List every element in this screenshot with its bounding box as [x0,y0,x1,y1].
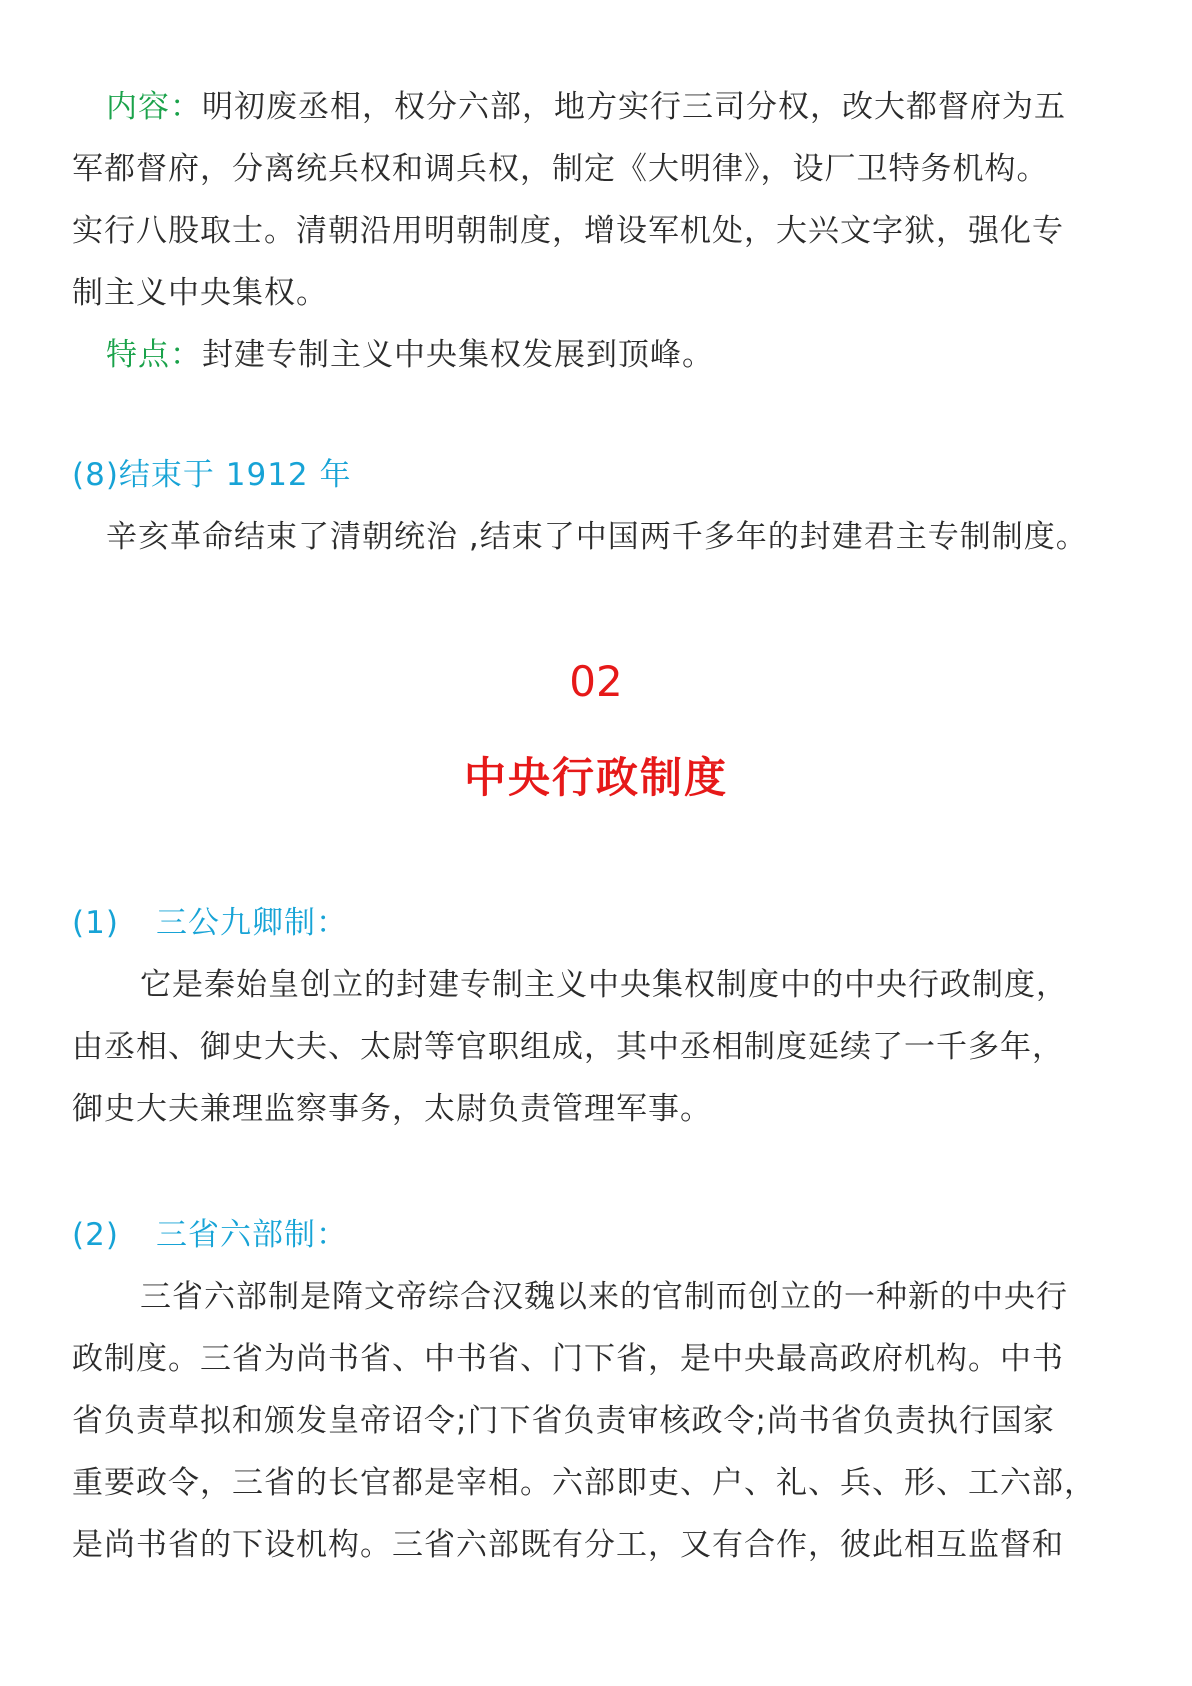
content-paragraph-line-1: 内容：明初废丞相，权分六部，地方实行三司分权，改大都督府为五 [106,89,1066,125]
section-number: 02 [569,657,623,706]
feature-paragraph: 特点：封建专制主义中央集权发展到顶峰。 [106,337,714,373]
end-section-text: 辛亥革命结束了清朝统治 ,结束了中国两千多年的封建君主专制制度。 [106,519,1088,555]
content-paragraph-line-3: 实行八股取士。清朝沿用明朝制度，增设军机处，大兴文字狱，强化专 [72,213,1064,249]
feature-label: 特点： [106,337,202,373]
item2-line-3: 省负责草拟和颁发皇帝诏令;门下省负责审核政令;尚书省负责执行国家 [72,1403,1055,1439]
item2-heading: (2) 三省六部制： [72,1217,348,1253]
item2-line-1: 三省六部制是隋文帝综合汉魏以来的官制而创立的一种新的中央行 [140,1279,1068,1315]
section-title: 中央行政制度 [463,753,728,802]
item1-heading: (1) 三公九卿制： [72,905,348,941]
item2-line-2: 政制度。三省为尚书省、中书省、门下省，是中央最高政府机构。中书 [72,1341,1064,1377]
three-departments-six-ministries-section [72,1204,1120,1576]
content-paragraph-line-2: 军都督府，分离统兵权和调兵权，制定《大明律》，设厂卫特务机构。 [72,151,1049,187]
end-section-heading: (8)结束于 1912 年 [72,457,352,493]
ming-qing-block [72,76,1120,386]
content-paragraph-line-4: 制主义中央集权。 [72,275,328,311]
end-section [72,444,1120,568]
item2-line-5: 是尚书省的下设机构。三省六部既有分工，又有合作，彼此相互监督和 [72,1527,1064,1563]
item1-line-3: 御史大夫兼理监察事务，太尉负责管理军事。 [72,1091,712,1127]
item1-line-2: 由丞相、御史大夫、太尉等官职组成，其中丞相制度延续了一千多年， [72,1029,1064,1065]
content-label: 内容： [106,89,202,125]
item2-line-4: 重要政令，三省的长官都是宰相。六部即吏、户、礼、兵、形、工六部， [72,1465,1096,1501]
three-lords-nine-ministers-section [72,892,1120,1140]
item1-line-1: 它是秦始皇创立的封建专制主义中央集权制度中的中央行政制度， [140,967,1068,1003]
